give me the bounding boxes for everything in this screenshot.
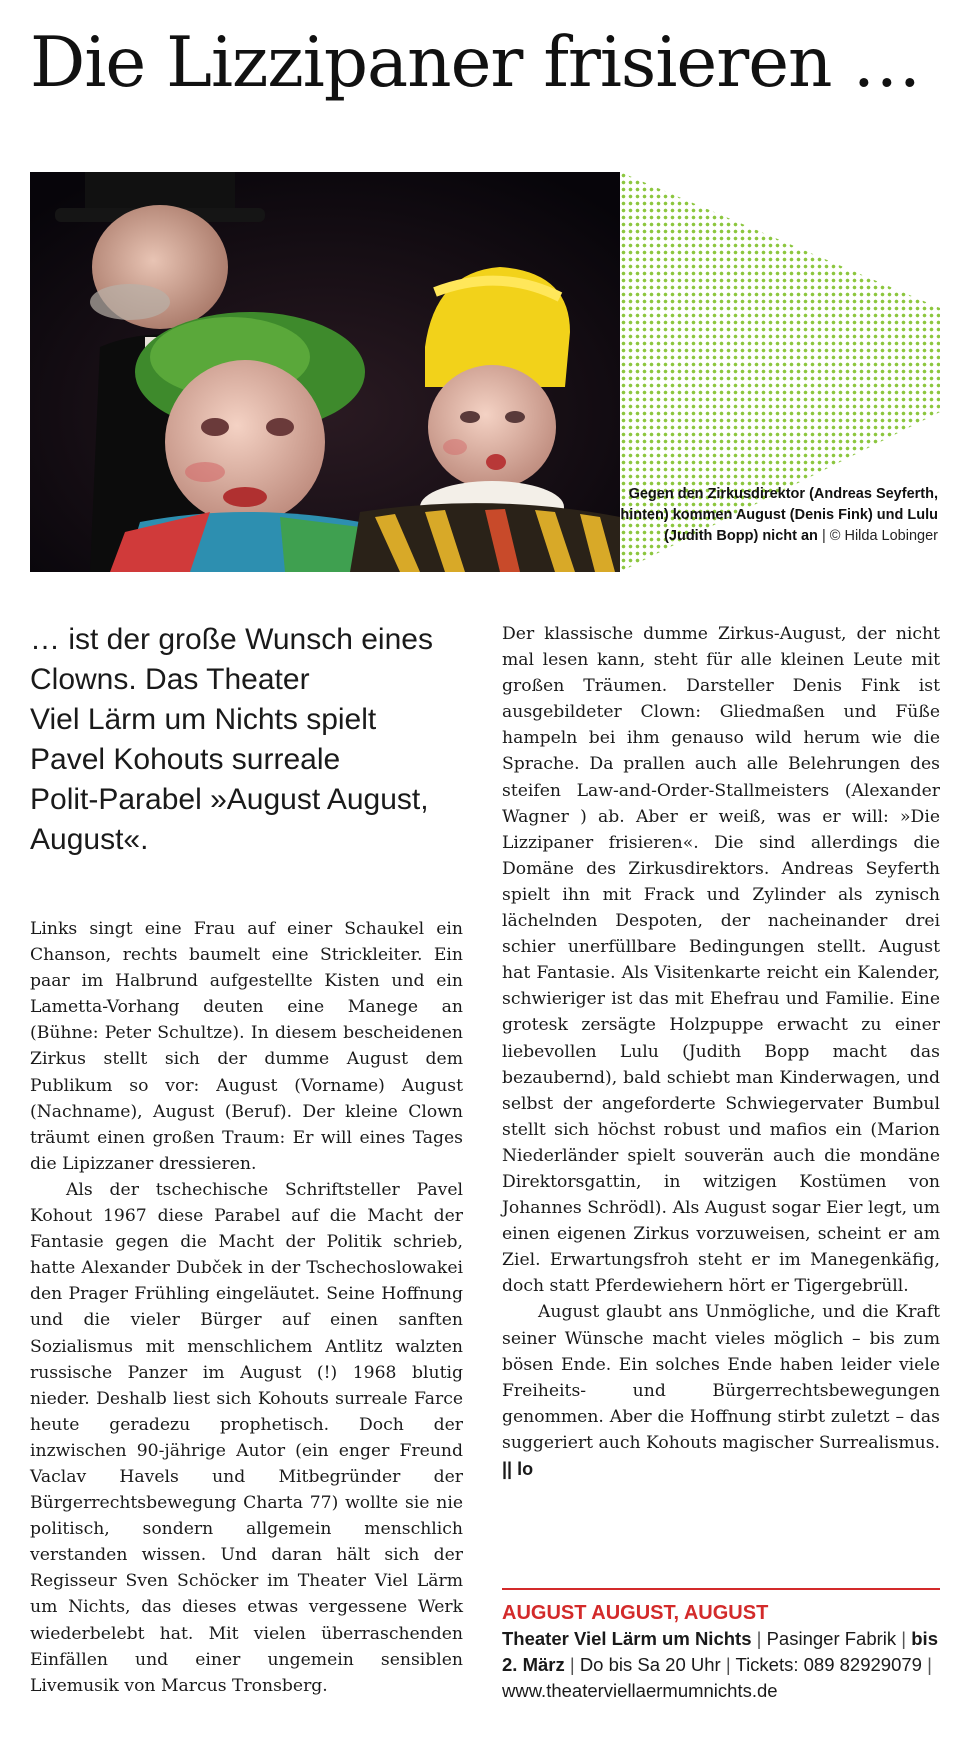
stage-photo-illustration [30,172,620,572]
event-website: www.theaterviellaermumnichts.de [502,1680,778,1701]
article-headline: Die Lizzipaner frisieren … [30,23,921,103]
separator: | [725,1654,731,1675]
author-end-mark: || lo [502,1459,534,1479]
separator: | [569,1654,575,1675]
event-info-box [502,1588,940,1704]
body-paragraph-text: August glaubt ans Unmögliche, und die Kraft seiner Wünsche macht vieles möglich – bis zum bösen Ende. Ein solches Ende haben leider viele Freiheits- und Bürgerrechtsbewegungen genommen. Aber die Hoffnung stirbt zuletzt – das suggeriert auch Kohouts magischer Surrealismus. [502,1302,940,1453]
body-paragraph-last [502,1299,940,1483]
caption-text: Gegen den Zirkusdirektor (Andreas Seyferth, hinten) kommen August (Denis Fink) und Lulu (Judith Bopp) nicht an [620,486,938,544]
body-paragraph: Als der tschechische Schriftsteller Pavel Kohout 1967 diese Parabel auf die Macht der Fantasie gegen die Macht der Politik schrieb, hatte Alexander Dubček in der Tschechoslowakei den Prager Frühling eingeläutet. Seine Hoffnung und die vieler Bürger auf einen sanften Sozialismus mit menschlichem Antlitz walzten russische Panzer im August (!) 1968 blutig nieder. Deshalb liest sich Kohouts surreale Farce heute geradezu prophetisch. Doch der inzwischen 90-jährige Autor (ein enger Freund Vaclav Havels und Mitbegründer der Bürgerrechtsbewegung Charta 77) wollte sie nie politisch, sondern allgemein menschlich verstanden wissen. Und daran hält sich der Regisseur Sven Schöcker im Theater Viel Lärm um Nichts, das dieses etwas vergessene Werk wiederbelebt hat. Mit vielen überraschenden Einfällen und einer ungemein sensiblen Livemusik von Marcus Tronsberg. [30,1179,463,1696]
body-column-left [30,916,463,1699]
event-dates: bis 2. März [502,1628,938,1675]
event-times: Do bis Sa 20 Uhr [579,1654,721,1675]
photo-caption [608,484,938,547]
separator: | [927,1654,932,1675]
event-venue: Theater Viel Lärm um Nichts [502,1628,752,1649]
event-tickets: Tickets: 089 82929079 [735,1654,922,1675]
caption-separator: | [821,528,826,544]
separator: | [901,1628,907,1649]
caption-credit: © Hilda Lobinger [829,528,938,544]
separator: | [756,1628,762,1649]
body-paragraph: Der klassische dumme Zirkus-August, der nicht mal lesen kann, steht für alle kleinen Leute mit großen Träumen. Darsteller Denis Fink ist ausgebildeter Clown: Gliedmaßen und Füße hampeln bei ihm genauso wild herum wie die Sprache. Da prallen auch alle Belehrungen des steifen Law-and-Order-Stallmeisters (Alexander Wagner ) ab. Aber er weiß, was er will: »Die Lizzipaner frisieren«. Die sind allerdings die Domäne des Zirkusdirektors. Andreas Seyferth spielt ihn mit Frack und Zylinder als zynisch lächelnden Despoten, der nacheinander drei schier unerfüllbare Bedingungen stellt. August hat Fantasie. Als Visitenkarte reicht ein Kalender, schwieriger ist das mit Ehefrau und Familie. Eine grotesk zersägte Holzpuppe erwacht zu einer liebevollen Lulu (Judith Bopp macht das bezaubernd), bald schiebt man Kinderwagen, und selbst der angeforderte Schwiegervater Bumbul stellt sich höchst robust und mafios ein (Marion Niederländer spielt souverän auch die mondäne Direktorsgattin, in witzigen Kostümen von Johannes Schrödl). Als August sogar Eier legt, um einen eigenen Zirkus vorzuweisen, scheint er am Ziel. Erwartungsfroh steht er im Manegenkäfig, doch statt Pferdewiehern hört er Tigergebrüll. [502,624,940,1297]
event-location: Pasinger Fabrik [766,1628,897,1649]
body-paragraph: Links singt eine Frau auf einer Schaukel ein Chanson, rechts baumelt eine Strickleiter. Ein paar im Halbrund aufgestellte Kisten und ein Lametta-Vorhang deuten eine Manege an (Bühne: Peter Schultze). In diesem bescheidenen Zirkus stellt sich der dumme August dem Publikum so vor: August (Vorname) August (Nachname), August (Beruf). Der kleine Clown träumt einen großen Traum: Er will eines Tages die Lipizzaner dressieren. [30,919,463,1174]
body-column-right [502,621,940,1483]
event-title: AUGUST AUGUST, AUGUST [502,1602,769,1624]
article-lead: … ist der große Wunsch eines Clowns. Das Theater Viel Lärm um Nichts spielt Pavel Kohouts surreale Polit-Parabel »August August, August«. [30,623,433,856]
stage-photo [30,172,620,572]
photo-block [30,172,940,572]
